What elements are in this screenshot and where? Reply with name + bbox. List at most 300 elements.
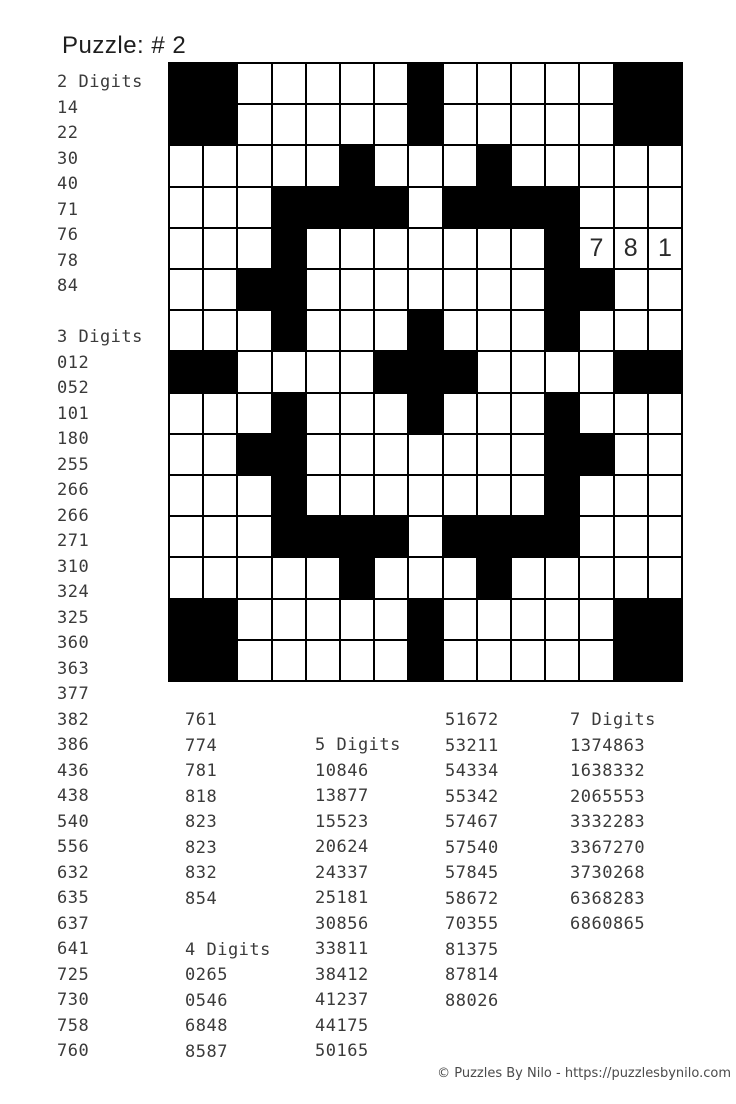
- clue-number: 632: [57, 862, 90, 883]
- grid-cell-white[interactable]: [341, 600, 373, 639]
- clue-number: 438: [57, 786, 90, 806]
- grid-cell-white[interactable]: [307, 600, 339, 639]
- grid-cell-white[interactable]: [307, 146, 339, 185]
- clue-section-header: 3 Digits: [57, 327, 143, 347]
- grid-cell-white[interactable]: [444, 600, 476, 639]
- grid-cell-black: [615, 105, 647, 144]
- grid-cell-white[interactable]: [546, 64, 578, 103]
- grid-cell-white[interactable]: [580, 311, 612, 350]
- grid-cell-white[interactable]: [512, 394, 544, 433]
- clue-number: 377: [57, 684, 90, 704]
- grid-cell-black: [204, 64, 236, 103]
- grid-cell-white[interactable]: [512, 229, 544, 268]
- grid-cell-black: [341, 517, 373, 556]
- grid-cell-white[interactable]: [341, 229, 373, 268]
- grid-cell-black: [204, 105, 236, 144]
- grid-cell-black: [170, 352, 202, 391]
- grid-cell-white[interactable]: [204, 270, 236, 309]
- grid-cell-black: [546, 229, 578, 268]
- grid-cell-white[interactable]: [273, 64, 305, 103]
- grid-cell-white[interactable]: [341, 311, 373, 350]
- clue-number: 635: [57, 888, 90, 908]
- clue-number: 78: [57, 250, 79, 271]
- clue-number: 10846: [315, 760, 369, 781]
- clue-number: 54334: [445, 761, 499, 781]
- grid-cell-black: [649, 352, 681, 391]
- grid-cell-white[interactable]: [273, 352, 305, 391]
- grid-cell-black: [409, 600, 441, 639]
- clue-number: 101: [57, 403, 90, 424]
- grid-cell-white[interactable]: [273, 600, 305, 639]
- grid-cell-black: [204, 641, 236, 680]
- grid-cell-white[interactable]: [615, 394, 647, 433]
- grid-cell-white[interactable]: [409, 517, 441, 556]
- grid-cell-white[interactable]: [170, 558, 202, 597]
- grid-cell-white[interactable]: [341, 270, 373, 309]
- grid-cell-white[interactable]: [512, 352, 544, 391]
- grid-cell-black: [478, 146, 510, 185]
- grid-cell-black: [273, 394, 305, 433]
- grid-cell-white[interactable]: [580, 146, 612, 185]
- grid-cell-white[interactable]: [341, 394, 373, 433]
- grid-cell-white[interactable]: [170, 146, 202, 185]
- grid-cell-black: [546, 188, 578, 227]
- clue-number: 760: [57, 1041, 90, 1061]
- grid-cell-white[interactable]: [341, 352, 373, 391]
- grid-cell-white[interactable]: [478, 311, 510, 350]
- grid-cell-white[interactable]: [238, 146, 270, 185]
- grid-cell-white[interactable]: [375, 64, 407, 103]
- grid-cell-black: [615, 641, 647, 680]
- grid-cell-white[interactable]: [444, 229, 476, 268]
- clue-number: 1374863: [570, 735, 646, 756]
- clue-number: 6368283: [570, 888, 646, 909]
- grid-cell-white[interactable]: [615, 146, 647, 185]
- clue-number: 823: [185, 812, 218, 832]
- grid-cell-white[interactable]: [375, 146, 407, 185]
- grid-cell-white[interactable]: [170, 188, 202, 227]
- grid-cell-black: [170, 105, 202, 144]
- grid-cell-black: [615, 352, 647, 391]
- grid-cell-white[interactable]: [615, 517, 647, 556]
- grid-cell-white[interactable]: [512, 476, 544, 515]
- grid-cell-white[interactable]: [204, 311, 236, 350]
- grid-cell-black: [409, 105, 441, 144]
- grid-cell-white[interactable]: [478, 641, 510, 680]
- grid-cell-white[interactable]: [238, 641, 270, 680]
- clue-number: 70355: [445, 914, 499, 934]
- grid-cell-black: [649, 600, 681, 639]
- grid-cell-white[interactable]: 7: [580, 229, 612, 268]
- grid-cell-white[interactable]: [238, 105, 270, 144]
- grid-cell-white[interactable]: [546, 600, 578, 639]
- grid-cell-white[interactable]: [444, 476, 476, 515]
- clue-number: 88026: [445, 990, 499, 1011]
- grid-cell-white[interactable]: [307, 64, 339, 103]
- grid-cell-white[interactable]: [512, 105, 544, 144]
- grid-cell-white[interactable]: [409, 476, 441, 515]
- clue-number: 58672: [445, 888, 499, 909]
- clue-number: 540: [57, 811, 90, 832]
- clue-number: 25181: [315, 888, 369, 908]
- grid-cell-black: [204, 352, 236, 391]
- grid-cell-black: [273, 229, 305, 268]
- clue-number: 052: [57, 378, 90, 398]
- grid-cell-white[interactable]: [375, 394, 407, 433]
- grid-cell-white[interactable]: [238, 394, 270, 433]
- clue-section-header: 7 Digits: [570, 710, 656, 730]
- grid-cell-white[interactable]: [170, 394, 202, 433]
- clue-number: 14: [57, 97, 79, 118]
- grid-cell-white[interactable]: [546, 146, 578, 185]
- clue-spacer: [185, 912, 271, 938]
- grid-cell-black: [444, 188, 476, 227]
- grid-cell-white[interactable]: [649, 188, 681, 227]
- grid-cell-white[interactable]: [478, 352, 510, 391]
- grid-cell-black: [238, 270, 270, 309]
- clue-spacer: [57, 300, 143, 326]
- clue-number: 33811: [315, 939, 369, 959]
- grid-cell-white[interactable]: [238, 64, 270, 103]
- grid-cell-white[interactable]: [444, 435, 476, 474]
- grid-cell-black: [375, 517, 407, 556]
- grid-cell-white[interactable]: [341, 435, 373, 474]
- grid-cell-white[interactable]: [375, 558, 407, 597]
- grid-cell-white[interactable]: [238, 352, 270, 391]
- grid-cell-white[interactable]: [615, 435, 647, 474]
- grid-cell-white[interactable]: [409, 270, 441, 309]
- grid-cell-white[interactable]: [444, 270, 476, 309]
- grid-cell-white[interactable]: [478, 476, 510, 515]
- clue-number: 71: [57, 199, 79, 220]
- clue-column-3: [315, 733, 401, 1065]
- clue-number: 57845: [445, 863, 499, 883]
- grid-cell-white[interactable]: [649, 558, 681, 597]
- clue-number: 637: [57, 913, 90, 934]
- grid-cell-white[interactable]: [273, 641, 305, 680]
- grid-cell-black: [615, 600, 647, 639]
- clue-section-header: 2 Digits: [57, 72, 143, 92]
- grid-cell-white[interactable]: [615, 188, 647, 227]
- clue-number: 832: [185, 863, 218, 883]
- grid-cell-white[interactable]: 1: [649, 229, 681, 268]
- grid-cell-black: [546, 476, 578, 515]
- grid-cell-white[interactable]: [375, 105, 407, 144]
- grid-cell-white[interactable]: [204, 476, 236, 515]
- clue-number: 0546: [185, 990, 228, 1011]
- grid-cell-white[interactable]: [204, 435, 236, 474]
- grid-cell-white[interactable]: [546, 105, 578, 144]
- clue-number: 38412: [315, 964, 369, 985]
- clue-column-2: [185, 708, 271, 1065]
- grid-cell-white[interactable]: [307, 311, 339, 350]
- grid-cell-black: [273, 517, 305, 556]
- grid-cell-white[interactable]: [375, 476, 407, 515]
- clue-number: 3367270: [570, 837, 646, 858]
- grid-cell-black: [478, 558, 510, 597]
- clue-column-left: [57, 70, 143, 1065]
- clue-number: 360: [57, 633, 90, 653]
- grid-cell-white[interactable]: [649, 435, 681, 474]
- grid-cell-black: [238, 435, 270, 474]
- grid-cell-white[interactable]: [580, 600, 612, 639]
- grid-cell-black: [341, 558, 373, 597]
- clue-number: 30856: [315, 913, 369, 934]
- grid-cell-white[interactable]: [546, 558, 578, 597]
- grid-cell-black: [444, 517, 476, 556]
- grid-cell-black: [512, 188, 544, 227]
- grid-cell-white[interactable]: [580, 64, 612, 103]
- grid-cell-white[interactable]: [512, 641, 544, 680]
- clue-number: 382: [57, 709, 90, 730]
- grid-cell-black: [580, 435, 612, 474]
- clue-number: 24337: [315, 862, 369, 883]
- grid-cell-white[interactable]: [580, 105, 612, 144]
- grid-cell-white[interactable]: [170, 476, 202, 515]
- clue-number: 2065553: [570, 786, 646, 807]
- grid-cell-white[interactable]: [307, 105, 339, 144]
- clue-number: 325: [57, 607, 90, 628]
- grid-cell-white[interactable]: [273, 146, 305, 185]
- clue-number: 774: [185, 735, 218, 756]
- grid-cell-white[interactable]: [649, 270, 681, 309]
- grid-cell-white[interactable]: [341, 64, 373, 103]
- clue-number: 730: [57, 990, 90, 1010]
- clue-number: 30: [57, 148, 79, 169]
- puzzle-grid: [168, 62, 683, 682]
- clue-number: 20624: [315, 837, 369, 857]
- grid-cell-white[interactable]: [204, 517, 236, 556]
- clue-number: 818: [185, 786, 218, 807]
- clue-number: 310: [57, 556, 90, 577]
- grid-cell-white[interactable]: [615, 270, 647, 309]
- clue-number: 386: [57, 735, 90, 755]
- grid-cell-white[interactable]: [512, 311, 544, 350]
- grid-cell-white[interactable]: [238, 558, 270, 597]
- grid-cell-black: [307, 188, 339, 227]
- clue-number: 84: [57, 276, 79, 296]
- clue-number: 0265: [185, 965, 228, 985]
- grid-cell-white[interactable]: [512, 146, 544, 185]
- clue-number: 76: [57, 225, 79, 245]
- clue-number: 50165: [315, 1041, 369, 1061]
- grid-cell-white[interactable]: [204, 558, 236, 597]
- grid-cell-white[interactable]: [649, 394, 681, 433]
- grid-cell-white[interactable]: [238, 517, 270, 556]
- grid-cell-black: [273, 311, 305, 350]
- grid-cell-white[interactable]: [580, 188, 612, 227]
- grid-cell-white[interactable]: [409, 146, 441, 185]
- clue-number: 8587: [185, 1041, 228, 1062]
- grid-cell-white[interactable]: [444, 641, 476, 680]
- grid-cell-white[interactable]: [409, 558, 441, 597]
- grid-cell-white[interactable]: [615, 558, 647, 597]
- clue-number: 823: [185, 837, 218, 858]
- clue-number: 6860865: [570, 914, 646, 934]
- clue-number: 13877: [315, 786, 369, 806]
- grid-cell-black: [546, 435, 578, 474]
- grid-cell-black: [170, 64, 202, 103]
- clue-number: 22: [57, 123, 79, 143]
- clue-number: 1638332: [570, 761, 646, 781]
- grid-cell-black: [478, 517, 510, 556]
- grid-cell-white[interactable]: [170, 270, 202, 309]
- grid-cell-white[interactable]: [478, 394, 510, 433]
- grid-cell-white[interactable]: [170, 229, 202, 268]
- grid-cell-black: [170, 600, 202, 639]
- grid-cell-white[interactable]: [512, 64, 544, 103]
- grid-cell-white[interactable]: [478, 600, 510, 639]
- grid-cell-black: [170, 641, 202, 680]
- clue-number: 761: [185, 710, 218, 730]
- grid-cell-white[interactable]: [204, 394, 236, 433]
- grid-cell-white[interactable]: [409, 229, 441, 268]
- grid-cell-white[interactable]: [375, 229, 407, 268]
- clue-number: 725: [57, 964, 90, 985]
- grid-cell-white[interactable]: [375, 641, 407, 680]
- grid-cell-black: [273, 476, 305, 515]
- grid-cell-white[interactable]: [444, 394, 476, 433]
- grid-cell-white[interactable]: [307, 558, 339, 597]
- grid-cell-white[interactable]: [238, 229, 270, 268]
- clue-number: 266: [57, 480, 90, 500]
- grid-cell-black: [649, 64, 681, 103]
- grid-cell-white[interactable]: [238, 600, 270, 639]
- grid-cell-white[interactable]: [375, 311, 407, 350]
- grid-cell-white[interactable]: [512, 435, 544, 474]
- grid-cell-white[interactable]: [341, 476, 373, 515]
- grid-cell-white[interactable]: [512, 600, 544, 639]
- grid-cell-white[interactable]: [238, 311, 270, 350]
- grid-cell-white[interactable]: [615, 311, 647, 350]
- clue-number: 363: [57, 658, 90, 679]
- grid-cell-black: [409, 394, 441, 433]
- clue-number: 854: [185, 888, 218, 909]
- grid-cell-white[interactable]: [204, 146, 236, 185]
- grid-cell-white[interactable]: [444, 146, 476, 185]
- grid-cell-black: [546, 517, 578, 556]
- grid-cell-white[interactable]: 8: [615, 229, 647, 268]
- grid-cell-white[interactable]: [478, 435, 510, 474]
- clue-section-header: 5 Digits: [315, 735, 401, 755]
- grid-cell-white[interactable]: [580, 394, 612, 433]
- clue-number: 255: [57, 454, 90, 475]
- grid-cell-white[interactable]: [307, 352, 339, 391]
- grid-cell-white[interactable]: [307, 394, 339, 433]
- grid-cell-white[interactable]: [409, 188, 441, 227]
- grid-cell-white[interactable]: [649, 311, 681, 350]
- clue-column-5: [570, 708, 656, 938]
- clue-number: 758: [57, 1015, 90, 1036]
- grid-cell-white[interactable]: [375, 600, 407, 639]
- grid-cell-white[interactable]: [307, 270, 339, 309]
- grid-cell-white[interactable]: [615, 476, 647, 515]
- grid-cell-white[interactable]: [204, 229, 236, 268]
- grid-cell-white[interactable]: [307, 641, 339, 680]
- grid-cell-black: [546, 270, 578, 309]
- grid-cell-white[interactable]: [546, 641, 578, 680]
- grid-cell-white[interactable]: [649, 476, 681, 515]
- grid-cell-white[interactable]: [649, 146, 681, 185]
- grid-cell-white[interactable]: [409, 435, 441, 474]
- clue-number: 556: [57, 837, 90, 857]
- clue-number: 44175: [315, 1015, 369, 1036]
- grid-cell-white[interactable]: [341, 105, 373, 144]
- grid-cell-white[interactable]: [170, 311, 202, 350]
- grid-cell-white[interactable]: [478, 229, 510, 268]
- grid-cell-white[interactable]: [444, 105, 476, 144]
- grid-cell-white[interactable]: [478, 105, 510, 144]
- grid-cell-white[interactable]: [444, 311, 476, 350]
- grid-cell-white[interactable]: [580, 352, 612, 391]
- grid-cell-white[interactable]: [478, 270, 510, 309]
- grid-cell-white[interactable]: [580, 641, 612, 680]
- grid-cell-white[interactable]: [546, 352, 578, 391]
- grid-cell-white[interactable]: [444, 64, 476, 103]
- grid-cell-white[interactable]: [170, 517, 202, 556]
- clue-number: 266: [57, 505, 90, 526]
- grid-cell-black: [273, 188, 305, 227]
- grid-cell-black: [409, 64, 441, 103]
- clue-number: 781: [185, 761, 218, 781]
- grid-cell-white[interactable]: [580, 476, 612, 515]
- grid-cell-white[interactable]: [307, 229, 339, 268]
- puzzle-title: Puzzle: # 2: [62, 32, 187, 59]
- grid-cell-black: [580, 270, 612, 309]
- grid-cell-black: [341, 146, 373, 185]
- clue-number: 41237: [315, 990, 369, 1010]
- clue-number: 15523: [315, 811, 369, 832]
- grid-cell-white[interactable]: [512, 270, 544, 309]
- grid-cell-black: [204, 600, 236, 639]
- grid-cell-white[interactable]: [307, 476, 339, 515]
- grid-cell-black: [409, 641, 441, 680]
- grid-cell-white[interactable]: [273, 105, 305, 144]
- grid-cell-white[interactable]: [273, 558, 305, 597]
- grid-cell-white[interactable]: [649, 517, 681, 556]
- clue-number: 012: [57, 352, 90, 373]
- grid-cell-black: [409, 352, 441, 391]
- grid-cell-white[interactable]: [170, 435, 202, 474]
- clue-number: 3332283: [570, 812, 646, 832]
- clue-number: 436: [57, 760, 90, 781]
- grid-cell-white[interactable]: [204, 188, 236, 227]
- clue-number: 180: [57, 429, 90, 449]
- grid-cell-black: [341, 188, 373, 227]
- grid-cell-black: [546, 311, 578, 350]
- grid-cell-white[interactable]: [341, 641, 373, 680]
- grid-cell-black: [478, 188, 510, 227]
- grid-cell-white[interactable]: [580, 558, 612, 597]
- grid-cell-black: [307, 517, 339, 556]
- grid-cell-white[interactable]: [375, 270, 407, 309]
- grid-cell-black: [375, 188, 407, 227]
- grid-cell-white[interactable]: [375, 435, 407, 474]
- clue-number: 57467: [445, 812, 499, 832]
- clue-section-header: 4 Digits: [185, 939, 271, 960]
- grid-cell-white[interactable]: [444, 558, 476, 597]
- grid-cell-white[interactable]: [512, 558, 544, 597]
- grid-cell-white[interactable]: [238, 188, 270, 227]
- grid-cell-black: [649, 105, 681, 144]
- clue-number: 641: [57, 939, 90, 959]
- grid-cell-white[interactable]: [580, 517, 612, 556]
- grid-cell-white[interactable]: [478, 64, 510, 103]
- clue-number: 40: [57, 174, 79, 194]
- grid-cell-white[interactable]: [238, 476, 270, 515]
- grid-cell-white[interactable]: [307, 435, 339, 474]
- clue-number: 51672: [445, 710, 499, 730]
